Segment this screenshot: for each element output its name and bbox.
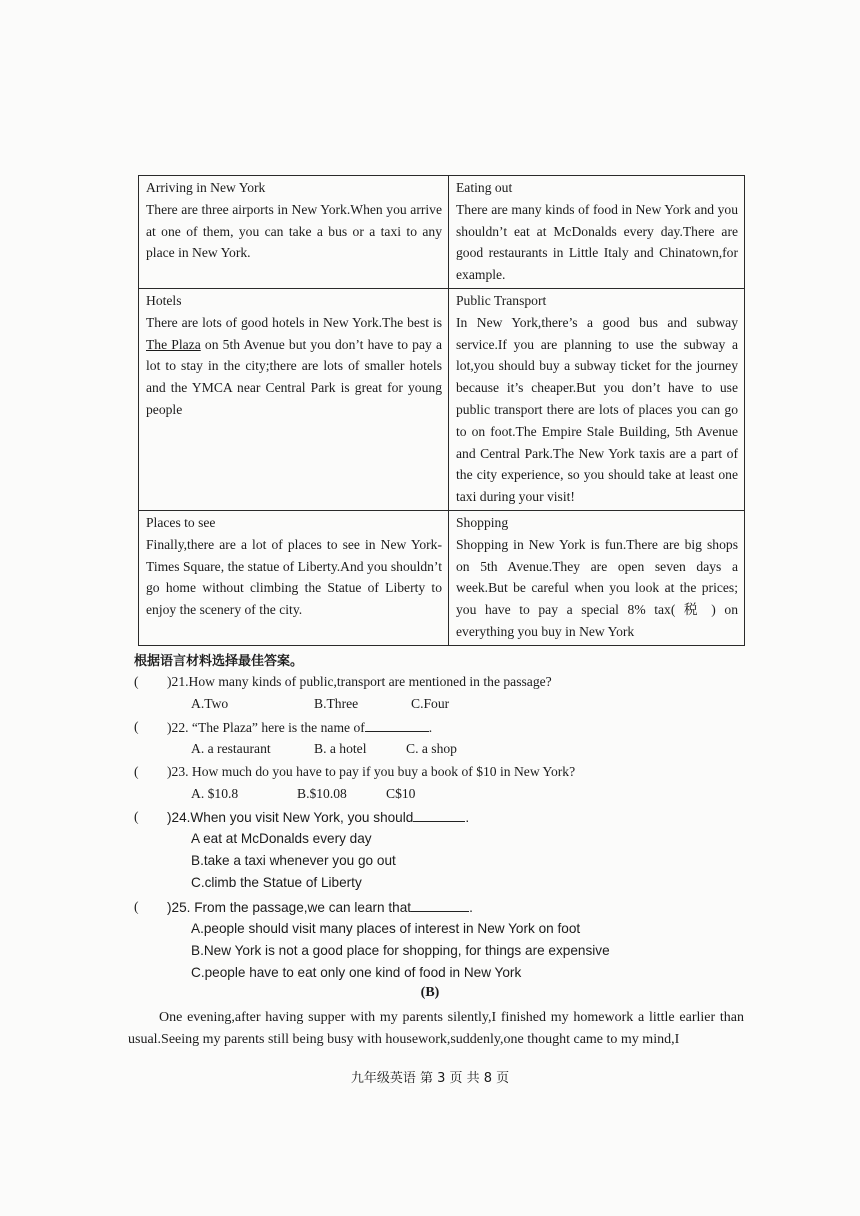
page-footer: 九年级英语 第 3 页 共 8 页 (350, 1071, 510, 1086)
stem-end: . (465, 810, 470, 825)
question-stem: )25. From the passage,we can learn that (167, 900, 412, 915)
question-stem: )22. “The Plaza” here is the name of (167, 720, 365, 735)
answer-blank (413, 807, 465, 822)
table-cell-places-to-see (139, 510, 449, 645)
answer-bracket: ( (134, 674, 139, 689)
cell-title: Eating out (456, 180, 513, 195)
cell-body-text: There are lots of good hotels in New York.The best is (146, 314, 442, 330)
cell-body-text: on 5th Avenue but you don’t have to pay a lot to stay in the city;there are lots of smaller hotels and the YMCA near Central Park is great for young people (146, 336, 442, 417)
option-b: B. a hotel (314, 741, 367, 756)
option-c: C.climb the Statue of Liberty (191, 875, 362, 890)
option-a: A. $10.8 (191, 786, 239, 801)
answer-bracket: ( (134, 899, 139, 914)
option-b: B.$10.08 (297, 786, 347, 801)
table-cell-arriving (139, 176, 449, 289)
option-b: B.Three (314, 696, 359, 711)
question-stem: )21.How many kinds of public,transport are mentioned in the passage? (167, 674, 552, 689)
new-york-guide-table (138, 175, 745, 646)
answer-blank (365, 717, 429, 732)
option-c: C$10 (386, 786, 416, 801)
cell-body (146, 312, 442, 421)
cell-body: There are three airports in New York.When you arrive at one of them, you can take a bus or a taxi to any place in New York. (146, 201, 442, 261)
option-a: A.people should visit many places of interest in New York on foot (191, 921, 581, 936)
question-stem: )24.When you visit New York, you should (167, 810, 414, 825)
cell-title: Places to see (146, 514, 216, 530)
option-a: A eat at McDonalds every day (191, 831, 372, 846)
instruction-heading: 根据语言材料选择最佳答案。 (134, 654, 304, 669)
table-row (139, 288, 745, 510)
cell-title: Shopping (456, 514, 509, 530)
question-stem-wrap (167, 807, 469, 828)
underlined-hotel-name: The Plaza (146, 336, 201, 352)
option-b: B.take a taxi whenever you go out (191, 853, 396, 868)
answer-bracket: ( (134, 809, 139, 824)
section-b-heading: (B) (420, 985, 440, 1000)
table-cell-public-transport (449, 288, 745, 510)
table-cell-hotels (139, 288, 449, 510)
option-c: C. a shop (406, 741, 457, 756)
question-stem-wrap (167, 897, 473, 918)
stem-end: . (428, 720, 433, 735)
option-a: A. a restaurant (191, 741, 271, 756)
answer-bracket: ( (134, 764, 139, 779)
table-row (139, 176, 745, 289)
passage-b: One evening,after having supper with my parents silently,I finished my homework a little earlier than usual.Seeing my parents still being busy with housework,suddenly,one thought came to my mind,I (128, 1010, 744, 1047)
cell-title: Arriving in New York (146, 180, 266, 195)
cell-body: Shopping in New York is fun.There are big shops on 5th Avenue.They are open seven days a week.But be careful when you look at the prices; you have to pay a special 8% tax( 税 ) on everything you buy in New York (456, 536, 738, 639)
cell-title: Public Transport (456, 292, 547, 308)
option-b: B.New York is not a good place for shopping, for things are expensive (191, 943, 610, 958)
cell-title: Hotels (146, 292, 182, 308)
stem-end: . (469, 900, 473, 915)
answer-bracket: ( (134, 719, 139, 734)
option-a: A.Two (191, 696, 229, 711)
cell-body: Finally,there are a lot of places to see in New York-Times Square, the statue of Liberty.And you shouldn’t go home without climbing the Statue of Liberty to enjoy the scenery of the city. (146, 536, 442, 618)
answer-blank (411, 897, 469, 912)
cell-body: There are many kinds of food in New York and you shouldn’t eat at McDonalds every day.There are good restaurants in Little Italy and Chinatown,for example. (456, 201, 738, 283)
table-cell-eating-out (449, 176, 745, 289)
option-c: C.people have to eat only one kind of food in New York (191, 965, 522, 980)
option-c: C.Four (411, 696, 450, 711)
table-cell-shopping (449, 510, 745, 645)
question-stem: )23. How much do you have to pay if you buy a book of $10 in New York? (167, 764, 576, 779)
cell-body: In New York,there’s a good bus and subway service.If you are planning to use the subway a lot,you should buy a subway ticket for the journey because it’s cheaper.But you don’t have to use public transport there are lots of places you can go to on foot.The Empire Stale Building, 5th Avenue and Central Park.The New York taxis are a part of the city experience, so you should take at least one taxi during your visit! (456, 314, 738, 505)
question-stem-wrap (167, 717, 432, 738)
table-row (139, 510, 745, 645)
